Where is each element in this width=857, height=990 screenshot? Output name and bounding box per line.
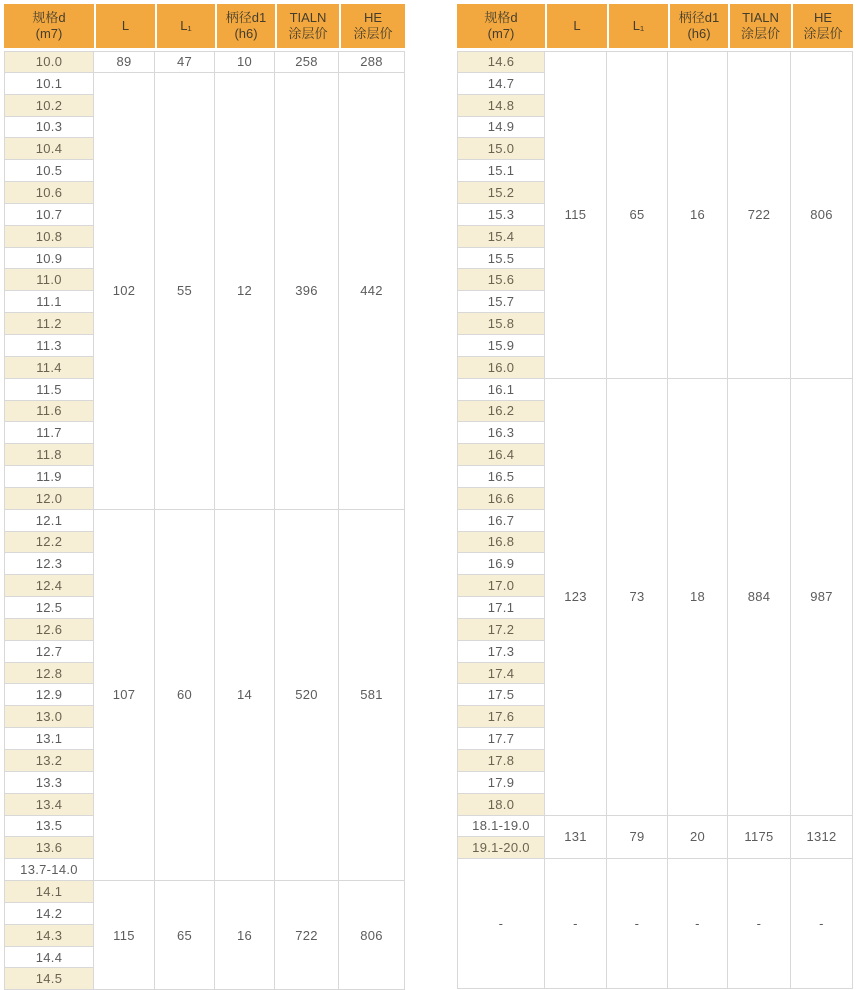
spec-cell: 12.2 <box>4 532 94 554</box>
spec-cell: 11.0 <box>4 269 94 291</box>
spec-cell: 17.7 <box>457 728 545 750</box>
spec-cell: 14.5 <box>4 968 94 990</box>
he-price-value-cell: 442 <box>339 73 405 510</box>
column-header-tialn-price <box>275 4 339 51</box>
header-line: (m7) <box>35 26 63 41</box>
spec-cell: 14.1 <box>4 881 94 903</box>
column-header-he-price <box>339 4 405 51</box>
column-header-spec <box>457 4 545 51</box>
spec-cell: 12.5 <box>4 597 94 619</box>
header-line: L₁ <box>632 18 645 33</box>
spec-cell: 15.5 <box>457 248 545 270</box>
spec-cell: 17.3 <box>457 641 545 663</box>
spec-cell: 13.1 <box>4 728 94 750</box>
L1-value-cell: - <box>607 859 668 989</box>
spec-cell: 17.1 <box>457 597 545 619</box>
shank-d1-value-cell: 10 <box>215 51 275 73</box>
table-row <box>4 73 405 95</box>
column-header-L <box>94 4 155 51</box>
spec-cell: 15.3 <box>457 204 545 226</box>
spec-cell: 15.9 <box>457 335 545 357</box>
tialn-price-value-cell: 722 <box>275 881 339 990</box>
spec-cell: 13.0 <box>4 706 94 728</box>
he-price-value-cell: 987 <box>791 379 853 816</box>
he-price-value-cell: 806 <box>791 51 853 379</box>
header-line: 柄径d1 <box>678 10 720 25</box>
spec-cell: 16.9 <box>457 553 545 575</box>
spec-cell: 19.1-20.0 <box>457 837 545 859</box>
shank-d1-value-cell: - <box>668 859 728 989</box>
column-header-L <box>545 4 607 51</box>
shank-d1-value-cell: 20 <box>668 816 728 860</box>
column-header-spec <box>4 4 94 51</box>
header-line: L <box>573 18 581 33</box>
spec-cell: 16.1 <box>457 379 545 401</box>
spec-cell: 17.2 <box>457 619 545 641</box>
L1-value-cell: 65 <box>607 51 668 379</box>
table-row <box>4 51 405 73</box>
spec-cell: 14.8 <box>457 95 545 117</box>
spec-cell: 12.4 <box>4 575 94 597</box>
spec-cell: 10.8 <box>4 226 94 248</box>
tialn-price-value-cell: 722 <box>728 51 791 379</box>
spec-cell: 10.3 <box>4 117 94 139</box>
spec-cell: 11.5 <box>4 379 94 401</box>
header-line: 规格d <box>32 10 66 25</box>
spec-cell: 15.6 <box>457 269 545 291</box>
spec-cell: 10.7 <box>4 204 94 226</box>
header-line: TIALN <box>742 10 779 25</box>
tialn-price-value-cell: 396 <box>275 73 339 510</box>
spec-cell: 13.5 <box>4 816 94 838</box>
price-table-left <box>4 4 405 990</box>
spec-cell: 11.9 <box>4 466 94 488</box>
spec-cell: 12.8 <box>4 663 94 685</box>
L-value-cell: 102 <box>94 73 155 510</box>
spec-cell: 14.2 <box>4 903 94 925</box>
column-header-he-price <box>791 4 853 51</box>
shank-d1-value-cell: 12 <box>215 73 275 510</box>
spec-cell: 11.4 <box>4 357 94 379</box>
spec-cell: 16.5 <box>457 466 545 488</box>
spec-cell: 17.0 <box>457 575 545 597</box>
shank-d1-value-cell: 14 <box>215 510 275 881</box>
header-line: (m7) <box>487 26 515 41</box>
spec-cell: 16.8 <box>457 532 545 554</box>
spec-cell: 17.8 <box>457 750 545 772</box>
header-line: 柄径d1 <box>225 10 267 25</box>
header-line: 涂层价 <box>740 26 780 41</box>
spec-cell: 11.7 <box>4 422 94 444</box>
table-row <box>4 881 405 903</box>
he-price-value-cell: 806 <box>339 881 405 990</box>
spec-cell: 16.3 <box>457 422 545 444</box>
L-value-cell: 115 <box>545 51 607 379</box>
spec-cell: 14.6 <box>457 51 545 73</box>
spec-cell: 10.9 <box>4 248 94 270</box>
L-value-cell: 115 <box>94 881 155 990</box>
column-header-shank-d1 <box>215 4 275 51</box>
spec-cell: 13.6 <box>4 837 94 859</box>
tialn-price-value-cell: 258 <box>275 51 339 73</box>
he-price-value-cell: - <box>791 859 853 989</box>
column-header-L1 <box>155 4 215 51</box>
price-table-right <box>457 4 853 989</box>
spec-cell: 10.0 <box>4 51 94 73</box>
spec-cell: 16.2 <box>457 401 545 423</box>
L1-value-cell: 60 <box>155 510 215 881</box>
table-row <box>457 51 853 73</box>
header-line: (h6) <box>687 26 711 41</box>
spec-cell: 15.4 <box>457 226 545 248</box>
spec-cell: 17.6 <box>457 706 545 728</box>
spec-cell: 11.3 <box>4 335 94 357</box>
L-value-cell: 123 <box>545 379 607 816</box>
column-header-shank-d1 <box>668 4 728 51</box>
header-line: 涂层价 <box>353 26 393 41</box>
tialn-price-value-cell: 884 <box>728 379 791 816</box>
spec-cell: 15.1 <box>457 160 545 182</box>
L1-value-cell: 73 <box>607 379 668 816</box>
table-row <box>457 859 853 989</box>
tialn-price-value-cell: - <box>728 859 791 989</box>
L-value-cell: 131 <box>545 816 607 860</box>
header-line: HE <box>813 10 833 25</box>
spec-cell: 10.2 <box>4 95 94 117</box>
header-line: 涂层价 <box>288 26 328 41</box>
table-row <box>457 816 853 838</box>
spec-cell: 17.4 <box>457 663 545 685</box>
spec-cell: - <box>457 859 545 989</box>
spec-cell: 15.8 <box>457 313 545 335</box>
header-line: 涂层价 <box>803 26 843 41</box>
he-price-value-cell: 288 <box>339 51 405 73</box>
spec-cell: 13.3 <box>4 772 94 794</box>
spec-cell: 13.2 <box>4 750 94 772</box>
spec-cell: 15.2 <box>457 182 545 204</box>
spec-cell: 11.1 <box>4 291 94 313</box>
he-price-value-cell: 581 <box>339 510 405 881</box>
tialn-price-value-cell: 1175 <box>728 816 791 860</box>
spec-cell: 17.5 <box>457 684 545 706</box>
spec-cell: 12.9 <box>4 684 94 706</box>
spec-cell: 13.7-14.0 <box>4 859 94 881</box>
spec-cell: 11.8 <box>4 444 94 466</box>
L-value-cell: 89 <box>94 51 155 73</box>
spec-cell: 14.9 <box>457 117 545 139</box>
spec-cell: 13.4 <box>4 794 94 816</box>
spec-cell: 15.0 <box>457 138 545 160</box>
L1-value-cell: 47 <box>155 51 215 73</box>
spec-cell: 12.1 <box>4 510 94 532</box>
spec-cell: 11.6 <box>4 401 94 423</box>
spec-cell: 14.3 <box>4 925 94 947</box>
spec-cell: 14.4 <box>4 947 94 969</box>
header-line: L <box>121 18 130 33</box>
header-line: (h6) <box>234 26 258 41</box>
spec-cell: 14.7 <box>457 73 545 95</box>
spec-cell: 11.2 <box>4 313 94 335</box>
table-row <box>4 510 405 532</box>
spec-cell: 18.1-19.0 <box>457 816 545 838</box>
header-line: L₁ <box>180 18 192 33</box>
L-value-cell: - <box>545 859 607 989</box>
shank-d1-value-cell: 16 <box>215 881 275 990</box>
spec-cell: 16.4 <box>457 444 545 466</box>
shank-d1-value-cell: 18 <box>668 379 728 816</box>
L-value-cell: 107 <box>94 510 155 881</box>
spec-cell: 17.9 <box>457 772 545 794</box>
spec-cell: 10.4 <box>4 138 94 160</box>
header-line: TIALN <box>289 10 327 25</box>
L1-value-cell: 55 <box>155 73 215 510</box>
spec-cell: 10.6 <box>4 182 94 204</box>
shank-d1-value-cell: 16 <box>668 51 728 379</box>
header-line: 规格d <box>484 10 518 25</box>
spec-cell: 15.7 <box>457 291 545 313</box>
spec-cell: 10.1 <box>4 73 94 95</box>
spec-cell: 16.0 <box>457 357 545 379</box>
tialn-price-value-cell: 520 <box>275 510 339 881</box>
column-header-tialn-price <box>728 4 791 51</box>
column-header-L1 <box>607 4 668 51</box>
he-price-value-cell: 1312 <box>791 816 853 860</box>
L1-value-cell: 65 <box>155 881 215 990</box>
spec-cell: 10.5 <box>4 160 94 182</box>
header-line: HE <box>363 10 383 25</box>
spec-cell: 16.6 <box>457 488 545 510</box>
spec-cell: 12.0 <box>4 488 94 510</box>
L1-value-cell: 79 <box>607 816 668 860</box>
spec-cell: 18.0 <box>457 794 545 816</box>
spec-cell: 12.3 <box>4 553 94 575</box>
spec-cell: 16.7 <box>457 510 545 532</box>
table-row <box>457 379 853 401</box>
spec-cell: 12.6 <box>4 619 94 641</box>
spec-cell: 12.7 <box>4 641 94 663</box>
